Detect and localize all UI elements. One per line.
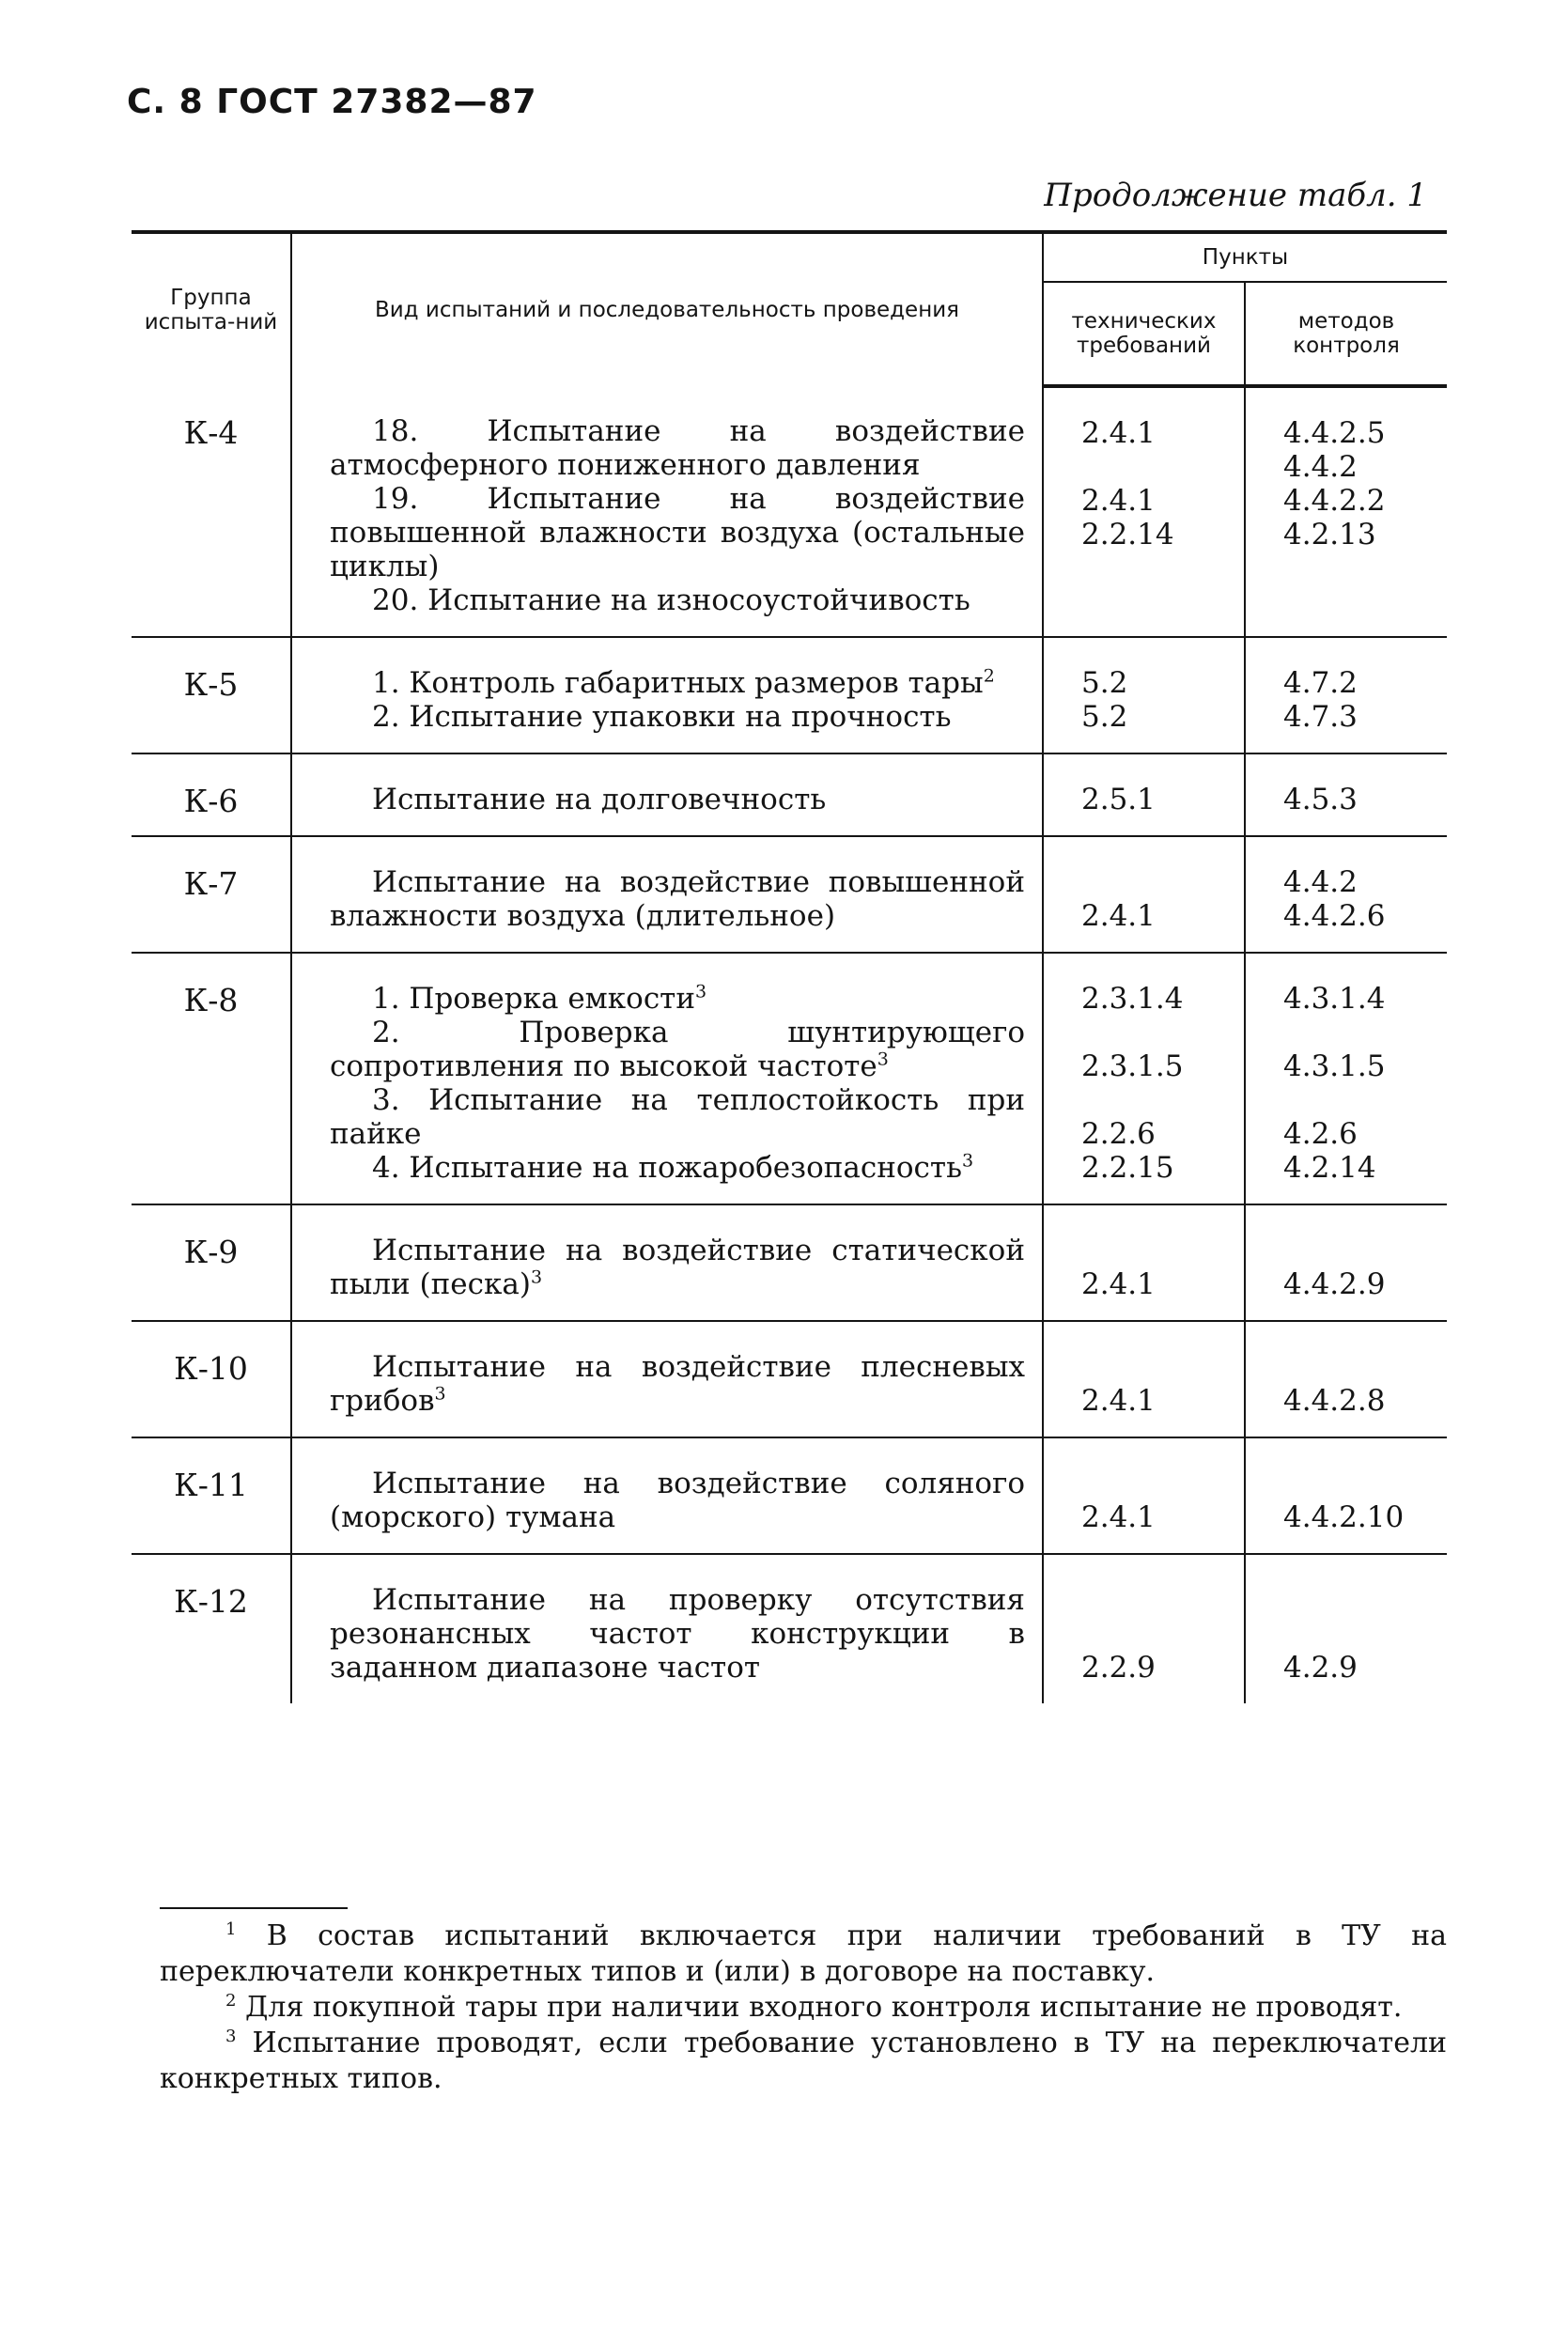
test-item: Испытание на воздействие статической пыли (песка)$^3$ [330, 1234, 1025, 1301]
table-row [132, 836, 1447, 953]
spacer [1283, 1617, 1437, 1651]
control-ref: 4.4.2.6 [1283, 899, 1386, 933]
test-item: Испытание на воздействие соляного (морского) тумана [330, 1467, 1025, 1534]
spacer [1081, 1350, 1234, 1384]
footnote: $^3$ Испытание проводят, если требование установлено в ТУ на переключатели конкретных типов. [160, 2027, 1447, 2095]
control-ref: 4.2.6 [1283, 1117, 1358, 1151]
table-row [132, 637, 1447, 753]
spacer [1081, 1583, 1234, 1617]
spacer [1081, 865, 1234, 899]
spacer [1283, 1083, 1437, 1117]
tech-ref: 2.2.9 [1081, 1651, 1156, 1685]
group-cell: К-4 [132, 386, 291, 637]
table-row [132, 1437, 1447, 1554]
footnote: $^1$ В состав испытаний включается при наличии требований в ТУ на переключатели конкретных типов и (или) в договоре на поставку. [160, 1919, 1447, 1988]
control-cell [1245, 386, 1447, 637]
group-cell: К-12 [132, 1554, 291, 1703]
table-row [132, 753, 1447, 836]
footnotes [160, 1907, 1447, 2097]
table-body [132, 386, 1447, 1703]
table-row [132, 1321, 1447, 1437]
header-group: Группа испыта-ний [132, 232, 291, 386]
tech-cell [1043, 953, 1245, 1204]
tech-ref: 2.5.1 [1081, 783, 1156, 816]
control-ref: 4.4.2.2 [1283, 484, 1386, 518]
footnote-list [160, 1918, 1447, 2097]
tech-ref: 5.2 [1081, 666, 1128, 700]
control-ref: 4.4.2.10 [1283, 1500, 1405, 1534]
footnote-ref: 3 [434, 1383, 446, 1405]
group-cell: К-7 [132, 836, 291, 953]
footnote-ref: 2 [983, 665, 995, 687]
spacer [1283, 1350, 1437, 1384]
group-cell: К-8 [132, 953, 291, 1204]
tests-table [132, 230, 1447, 1703]
control-ref: 4.5.3 [1283, 783, 1358, 816]
tech-ref: 2.4.1 [1081, 484, 1156, 518]
control-ref: 4.4.2.5 [1283, 416, 1386, 450]
tech-ref: 2.4.1 [1081, 1267, 1156, 1301]
control-ref: 4.7.2 [1283, 666, 1358, 700]
table-row [132, 386, 1447, 637]
test-item: 2. Испытание упаковки на прочность [372, 700, 952, 734]
page-header: С. 8 ГОСТ 27382—87 [127, 83, 537, 121]
test-cell [291, 1321, 1043, 1437]
test-cell [291, 953, 1043, 1204]
test-item: 1. Контроль габаритных размеров тары$^2$ [372, 665, 995, 700]
group-cell: К-10 [132, 1321, 291, 1437]
control-ref: 4.4.2 [1283, 865, 1358, 899]
footnote-mark: 2 [225, 1991, 237, 2011]
tech-ref: 2.2.15 [1081, 1151, 1174, 1185]
spacer [1081, 1083, 1234, 1117]
table-row [132, 1554, 1447, 1703]
footnote-ref: 3 [961, 1150, 974, 1172]
footnote-ref: 3 [877, 1048, 889, 1070]
test-item: Испытание на воздействие плесневых грибов$^3$ [330, 1350, 1025, 1418]
control-ref: 4.2.14 [1283, 1151, 1376, 1185]
table-row [132, 1204, 1447, 1321]
control-ref: 4.4.2.9 [1283, 1267, 1386, 1301]
footnote-mark: 1 [225, 1919, 237, 1939]
header-test: Вид испытаний и последовательность проведения [291, 232, 1043, 386]
table-row [132, 953, 1447, 1204]
spacer [1283, 1467, 1437, 1500]
tech-cell [1043, 1204, 1245, 1321]
control-ref: 4.2.9 [1283, 1651, 1358, 1685]
control-ref: 4.7.3 [1283, 700, 1358, 734]
control-ref: 4.3.1.4 [1283, 982, 1386, 1016]
tech-ref: 2.2.14 [1081, 518, 1174, 551]
control-ref: 4.3.1.5 [1283, 1049, 1386, 1083]
control-cell [1245, 1204, 1447, 1321]
test-cell [291, 1204, 1043, 1321]
control-cell [1245, 637, 1447, 753]
control-cell [1245, 836, 1447, 953]
test-item: 18. Испытание на воздействие атмосферного пониженного давления [330, 414, 1025, 482]
test-item: 1. Проверка емкости$^3$ [372, 981, 707, 1016]
tech-cell [1043, 386, 1245, 637]
test-cell [291, 1554, 1043, 1703]
control-cell [1245, 1554, 1447, 1703]
group-cell: К-11 [132, 1437, 291, 1554]
tech-cell [1043, 836, 1245, 953]
tech-ref: 2.4.1 [1081, 416, 1156, 450]
control-cell [1245, 753, 1447, 836]
group-cell: К-6 [132, 753, 291, 836]
tech-ref: 2.4.1 [1081, 899, 1156, 933]
tech-cell [1043, 637, 1245, 753]
test-cell [291, 637, 1043, 753]
tech-cell [1043, 753, 1245, 836]
tech-ref: 2.3.1.5 [1081, 1049, 1184, 1083]
control-cell [1245, 1321, 1447, 1437]
spacer [1283, 1016, 1437, 1049]
control-cell [1245, 953, 1447, 1204]
header-points: Пункты [1043, 232, 1447, 282]
test-item: 3. Испытание на теплостойкость при пайке [330, 1083, 1025, 1151]
tech-cell [1043, 1437, 1245, 1554]
test-cell [291, 753, 1043, 836]
group-cell: К-9 [132, 1204, 291, 1321]
control-cell [1245, 1437, 1447, 1554]
tech-ref: 5.2 [1081, 700, 1128, 734]
footnote-ref: 3 [530, 1266, 543, 1288]
spacer [1283, 1583, 1437, 1617]
tech-ref: 2.3.1.4 [1081, 982, 1184, 1016]
control-ref: 4.2.13 [1283, 518, 1376, 551]
tech-ref: 2.4.1 [1081, 1500, 1156, 1534]
group-cell: К-5 [132, 637, 291, 753]
table-caption: Продолжение табл. 1 [1044, 177, 1427, 214]
test-cell [291, 386, 1043, 637]
header-tech: технических требований [1043, 282, 1245, 386]
test-item: Испытание на проверку отсутствия резонансных частот конструкции в заданном диапазоне частот [330, 1583, 1025, 1685]
test-cell [291, 1437, 1043, 1554]
tech-ref: 2.4.1 [1081, 1384, 1156, 1418]
test-cell [291, 836, 1043, 953]
test-item: 4. Испытание на пожаробезопасность$^3$ [372, 1150, 974, 1185]
footnote-mark: 3 [225, 2027, 237, 2046]
spacer [1081, 450, 1234, 484]
header-control: методов контроля [1245, 282, 1447, 386]
spacer [1283, 1234, 1437, 1267]
tech-ref: 2.2.6 [1081, 1117, 1156, 1151]
tech-cell [1043, 1554, 1245, 1703]
test-item: 2. Проверка шунтирующего сопротивления по высокой частоте$^3$ [330, 1016, 1025, 1083]
tech-cell [1043, 1321, 1245, 1437]
spacer [1081, 1234, 1234, 1267]
test-item: 19. Испытание на воздействие повышенной влажности воздуха (остальные циклы) [330, 482, 1025, 583]
control-ref: 4.4.2.8 [1283, 1384, 1386, 1418]
test-item: Испытание на воздействие повышенной влажности воздуха (длительное) [330, 865, 1025, 933]
footnote-ref: 3 [695, 981, 707, 1002]
test-item: 20. Испытание на износоустойчивость [372, 583, 970, 617]
control-ref: 4.4.2 [1283, 450, 1358, 484]
footnote: $^2$ Для покупной тары при наличии входного контроля испытание не проводят. [225, 1991, 1403, 2024]
spacer [1081, 1467, 1234, 1500]
spacer [1081, 1617, 1234, 1651]
footnote-rule [160, 1907, 348, 1909]
spacer [1081, 1016, 1234, 1049]
test-item: Испытание на долговечность [372, 783, 827, 816]
